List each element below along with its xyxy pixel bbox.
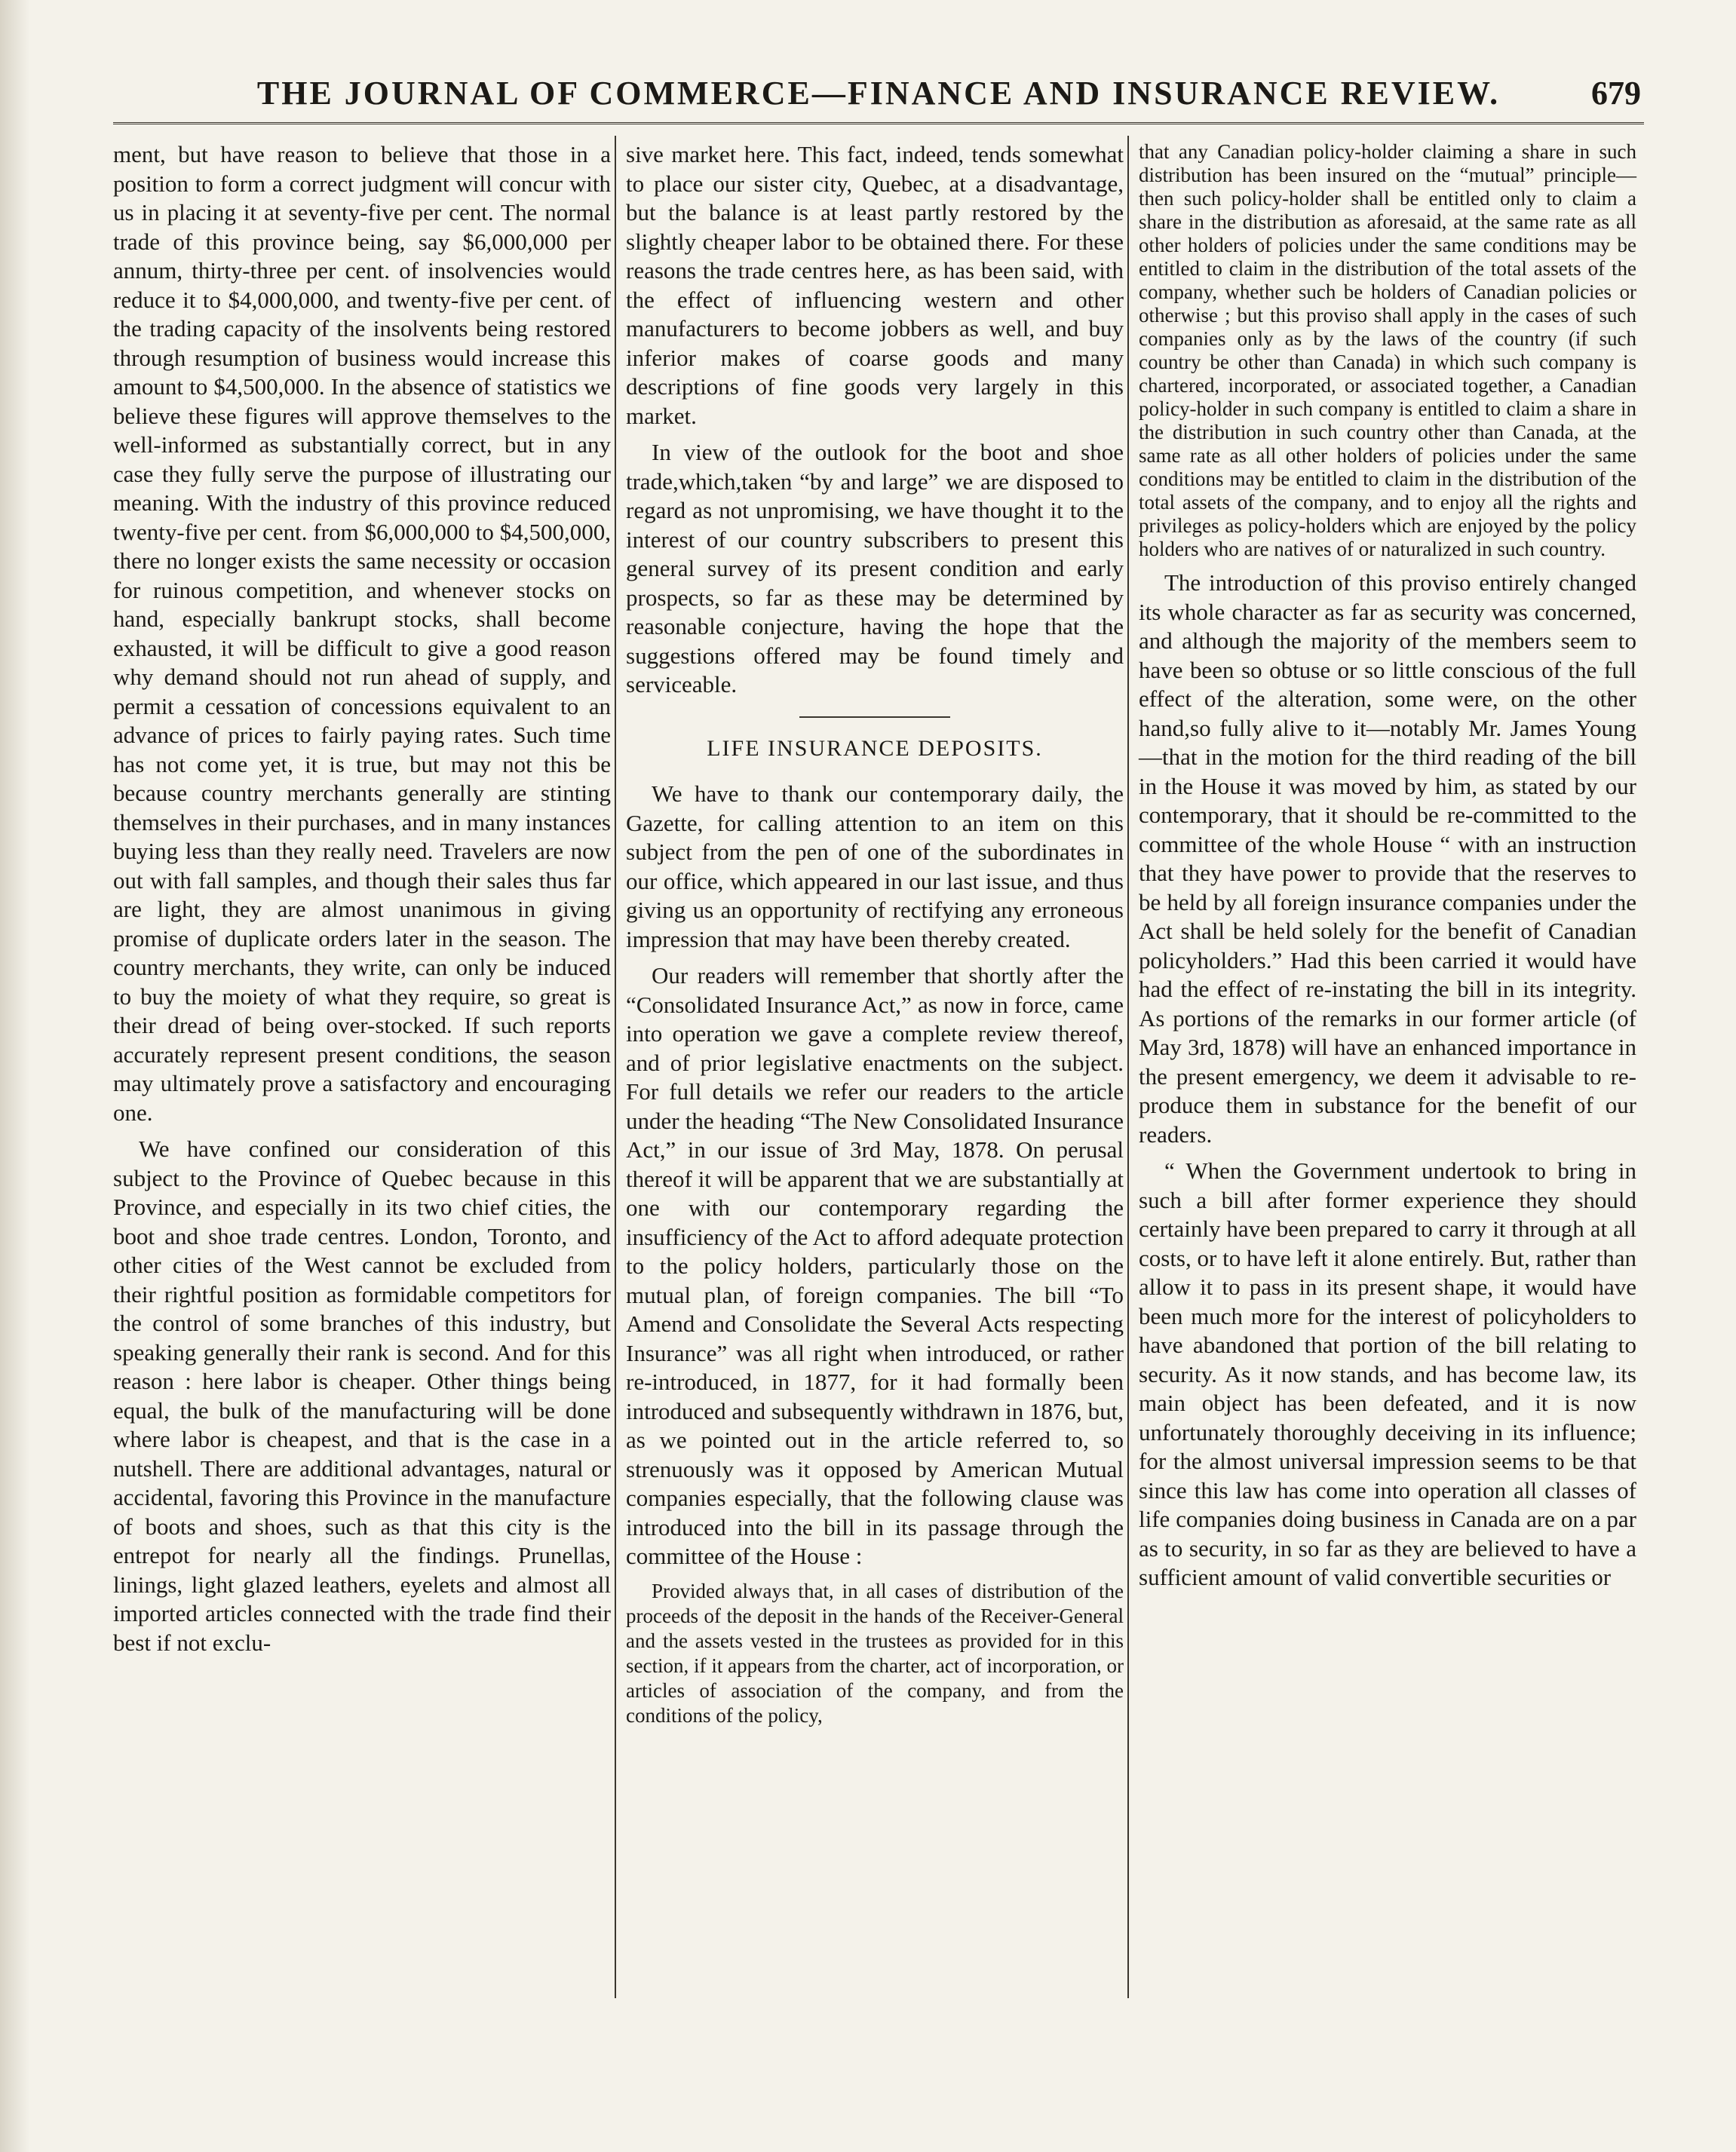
column-2 (626, 140, 1124, 1736)
section-heading: LIFE INSURANCE DEPOSITS. (707, 735, 1043, 761)
quoted-clause: Provided always that, in all cases of distribution of the proceeds of the deposit in the hands of the Receiver-General and the assets vested in the trustees as provided for in this section, if it appears from the charter, act of incorporation, or articles of association of the company, and from the conditions of the policy, (626, 1579, 1124, 1727)
column-rule (1127, 136, 1129, 1998)
page-edge-shadow (0, 0, 30, 2152)
quoted-clause-continued: that any Canadian policy-holder claiming a share in such distribution has been insured on the “mutual” principle—then such policy-holder shall be entitled only to claim a share in the distribution as aforesaid, at the same rate as all other holders of policies under the same conditions may be entitled to claim in the distribution of the total assets of the company, whether such be holders of Canadian policies or otherwise ; but this proviso shall apply in the cases of such companies only as by the laws of the country (if such country be other than Canada) in which such company is chartered, incorporated, or associated together, a Canadian policy-holder in such company is entitled to claim a share in the distribution in such country other than Canada, at the same rate as all other holders of policies under the same conditions may be entitled to claim in the distribution of the total assets of the company, and to enjoy all the rights and privileges as policy-holders which are enjoyed by the policy holders who are natives of or naturalized in such country. (1139, 140, 1636, 560)
column-1 (113, 140, 611, 1665)
article-paragraph: We have confined our consideration of this subject to the Province of Quebec because in this Province, and especially in its two chief cities, the boot and shoe trade centres. London, Toronto, and other cities of the West cannot be excluded from their rightful position as formidable competitors for the control of some branches of this industry, but speaking generally their rank is second. And for this reason : here labor is cheaper. Other things being equal, the bulk of the manufacturing will be done where labor is cheapest, and that is the case in a nutshell. There are additional advantages, natural or accidental, favoring this Province in the manufacture of boots and shoes, such as that this city is the entrepot for nearly all the findings. Prunellas, linings, light glazed leathers, eyelets and almost all imported articles connected with the trade find their best if not exclu- (113, 1136, 611, 1656)
column-rule (615, 136, 616, 1998)
column-3 (1139, 140, 1636, 1600)
article-paragraph: The introduction of this proviso entirely changed its whole character as far as security was concerned, and although the majority of the members seem to have been so obtuse or so little conscious of the full effect of the alteration, some were, on the other hand,so fully alive to it—notably Mr. James Young—that in the motion for the third reading of the bill in the House it was moved by him, as stated by our contemporary, that it should be re-committed to the committee of the whole House “ with an instruction that they have power to provide that the reserves to be held by all foreign insurance companies under the Act shall be held solely for the benefit of Canadian policyholders.” Had this been carried it would have had the effect of re-instating the bill in its integrity. As portions of the remarks in our former article (of May 3rd, 1878) will have an enhanced importance in the present emergency, we deem it advisable to re-produce them in substance for the benefit of our readers. (1139, 569, 1636, 1148)
article-paragraph: We have to thank our contemporary daily, the Gazette, for calling attention to an item on this subject from the pen of one of the subordinates in our office, which appeared in our last issue, and thus giving us an opportunity of rectifying any erroneous impression that may have been thereby created. (626, 780, 1124, 952)
article-paragraph: Our readers will remember that shortly after the “Consolidated Insurance Act,” as now in force, came into operation we gave a complete review thereof, and of prior legislative enactments on the subject. For full details we refer our readers to the article under the heading “The New Consolidated Insurance Act,” in our issue of 3rd May, 1878. On perusal thereof it will be apparent that we are substantially at one with our contemporary regarding the insufficiency of the Act to afford adequate protection to the policy holders, particularly those on the mutual plan, of foreign companies. The bill “To Amend and Consolidate the Several Acts respecting Insurance” was all right when introduced, or rather re-introduced, in 1877, for it had formally been introduced and subsequently withdrawn in 1876, but, as we pointed out in the article referred to, so strenuously was it opposed by American Mutual companies especially, that the following clause was introduced into the bill in its passage through the committee of the House : (626, 962, 1124, 1569)
article-paragraph: In view of the outlook for the boot and shoe trade,which,taken “by and large” we are disposed to regard as not unpromising, we have thought it to the interest of our country subscribers to present this general survey of its present condition and early prospects, so far as these may be determined by reasonable conjecture, having the hope that the suggestions offered may be found timely and serviceable. (626, 439, 1124, 697)
article-paragraph: “ When the Government undertook to bring in such a bill after former experience they should certainly have been prepared to carry it through at all costs, or to have left it alone entirely. But, rather than allow it to pass in its present shape, it would have been much more for the interest of policyholders to have abandoned that portion of the bill relating to security. As it now stands, and has become law, its main object has been defeated, and it is now unfortunately thoroughly deceiving in its influence; for the almost universal impression seems to be that since this law has come into operation all classes of life companies doing business in Canada are on a par as to security, in so far as they are believed to have a sufficient amount of valid convertible securities or (1139, 1157, 1636, 1590)
article-paragraph: ment, but have reason to believe that those in a position to form a correct judgment will concur with us in placing it at seventy-five per cent. The normal trade of this province being, say $6,000,000 per annum, thirty-three per cent. of insolvencies would reduce it to $4,000,000, and twenty-five per cent. of the trading capacity of the insolvents being restored through resumption of business would increase this amount to $4,500,000. In the absence of statistics we believe these figures will approve themselves to the well-informed as substantially correct, but in any case they fully serve the purpose of illustrating our meaning. With the industry of this province reduced twenty-five per cent. from $6,000,000 to $4,500,000, there no longer exists the same necessity or occasion for ruinous competition, and whenever stocks on hand, especially bankrupt stocks, shall become exhausted, it will be difficult to give a good reason why demand should not run ahead of supply, and permit a cessation of concessions equivalent to an advance of prices to fairly paying rates. Such time has not come yet, it is true, but may not this be because country merchants generally are stinting themselves in their purchases, and in many instances buying less than they really need. Travelers are now out with fall samples, and though their sales thus far are light, they are almost unanimous in giving promise of duplicate orders later in the season. The country merchants, they write, can only be induced to buy the moiety of what they require, so great is their dread of being over-stocked. If such reports accurately represent present conditions, the season may ultimately prove a satisfactory and encouraging one. (113, 141, 611, 1126)
section-divider (799, 716, 950, 718)
article-paragraph: sive market here. This fact, indeed, tends somewhat to place our sister city, Quebec, at a disadvantage, but the balance is at least partly restored by the slightly cheaper labor to be obtained there. For these reasons the trade centres here, as has been said, with the effect of influencing western and other manufacturers to become jobbers as well, and buy inferior makes of coarse goods and many descriptions of fine goods very largely in this market. (626, 141, 1124, 429)
page-header (113, 69, 1644, 124)
page-number: 679 (1591, 75, 1641, 112)
journal-title: THE JOURNAL OF COMMERCE—FINANCE AND INSURANCE REVIEW. (256, 75, 1501, 112)
